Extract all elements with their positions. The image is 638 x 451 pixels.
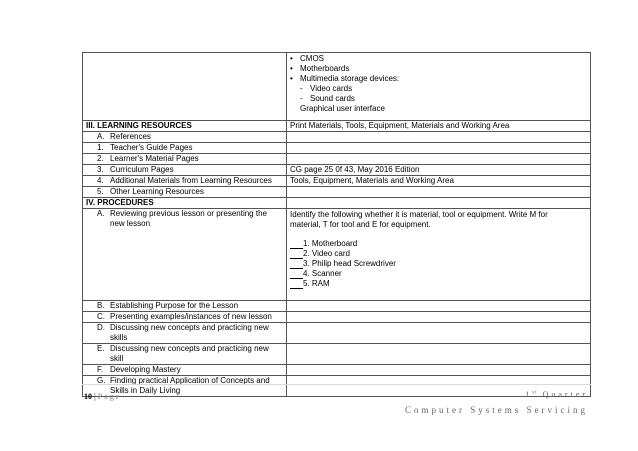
row-number: 2. (97, 154, 104, 163)
row-text-line: Finding practical Application of Concepts and (110, 376, 270, 385)
empty-cell (83, 53, 287, 121)
footer-divider (82, 384, 591, 385)
resource-label-cell (83, 154, 287, 165)
list-item-text: Sound cards (310, 94, 355, 103)
row-label (86, 132, 283, 142)
quiz-item (290, 249, 587, 259)
row-label (86, 365, 283, 375)
instruction-line: Identify the following whether it is material, tool or equipment. Write M for (290, 210, 548, 219)
review-activity-cell (287, 209, 591, 301)
procedure-value-cell (287, 344, 591, 365)
resource-value-cell: CG page 25 0f 43, May 2016 Edition (287, 165, 591, 176)
table-row (83, 323, 591, 344)
resource-label-cell (83, 165, 287, 176)
quarter-word: Quarter (542, 390, 588, 399)
list-item (290, 54, 587, 64)
procedure-value-cell (287, 365, 591, 376)
table-row (83, 365, 591, 376)
section-header: III. LEARNING RESOURCES (83, 121, 287, 132)
row-label (86, 165, 283, 175)
table-row (83, 176, 591, 187)
list-item (290, 74, 587, 84)
row-label (86, 323, 283, 343)
quarter-suffix: st (532, 390, 538, 396)
row-letter: A. (97, 132, 105, 141)
row-text (110, 376, 270, 396)
quiz-item-text: 5. RAM (303, 279, 330, 288)
list-item-plain: Graphical user interface (300, 104, 385, 113)
row-number: 4. (97, 176, 104, 185)
table-row (83, 132, 591, 143)
procedure-label-cell (83, 365, 287, 376)
answer-blank (290, 260, 303, 269)
row-letter: C. (97, 312, 105, 321)
table-row (83, 154, 591, 165)
table-row (83, 165, 591, 176)
quiz-item (290, 279, 587, 289)
row-text: References (110, 132, 151, 141)
procedure-value-cell (287, 323, 591, 344)
procedure-value-cell (287, 312, 591, 323)
quiz-item (290, 269, 587, 279)
sub-list-item (290, 84, 587, 94)
table-row (83, 187, 591, 198)
row-text-line: Reviewing previous lesson or presenting the (110, 209, 267, 218)
quarter-number: 1 (525, 390, 533, 399)
row-label (86, 301, 283, 311)
row-letter: G. (97, 376, 106, 385)
row-number: 3. (97, 165, 104, 174)
row-text-line: new lesson (110, 219, 151, 228)
table-row (83, 312, 591, 323)
row-number: 5. (97, 187, 104, 196)
table-row (83, 198, 591, 209)
row-label (86, 143, 283, 153)
row-text: Other Learning Resources (110, 187, 204, 196)
row-label (86, 154, 283, 164)
resource-label-cell (83, 187, 287, 198)
row-text (110, 209, 267, 229)
list-item-text: Video cards (310, 84, 353, 93)
table-row (83, 301, 591, 312)
resource-label-cell (83, 176, 287, 187)
quiz-item (290, 239, 587, 249)
topic-list-cell (287, 53, 591, 121)
table-row (83, 344, 591, 365)
resource-value-cell: Tools, Equipment, Materials and Working Area (287, 176, 591, 187)
table-row (83, 121, 591, 132)
row-letter: F. (97, 365, 104, 374)
bullet-icon: • (290, 54, 293, 63)
page-number-footer (84, 392, 121, 401)
list-item-text: Multimedia storage devices: (300, 74, 400, 83)
answer-blank (290, 240, 303, 249)
list-item-text: CMOS (300, 54, 324, 63)
row-text: Learner's Material Pages (110, 154, 199, 163)
page-number: 10 (84, 392, 92, 401)
row-text: Teacher's Guide Pages (110, 143, 193, 152)
procedure-label-cell (83, 301, 287, 312)
quiz-item-text: 4. Scanner (303, 269, 342, 278)
row-text: Additional Materials from Learning Resources (110, 176, 272, 185)
row-text: Establishing Purpose for the Lesson (110, 301, 239, 310)
dash-icon: - (300, 94, 303, 103)
footer-separator: | (94, 392, 96, 401)
resource-label-cell (83, 132, 287, 143)
quiz-item-text: 3. Philip head Screwdriver (303, 259, 396, 268)
quiz-item-text: 1. Motherboard (303, 239, 358, 248)
quiz-item-text: 2. Video card (303, 249, 350, 258)
section-header-value (287, 198, 591, 209)
row-text: Curriculum Pages (110, 165, 174, 174)
row-text-line: Skills in Daily Living (110, 386, 181, 395)
row-text: Presenting examples/instances of new lesson (110, 312, 272, 321)
sub-list-item (290, 94, 587, 104)
answer-blank (290, 250, 303, 259)
section-header: IV. PROCEDURES (83, 198, 287, 209)
row-number: 1. (97, 143, 104, 152)
page-word: Page (97, 392, 122, 401)
resource-value-cell (287, 132, 591, 143)
row-label (86, 344, 283, 364)
answer-blank (290, 280, 303, 289)
instruction-line: material, T for tool and E for equipment. (290, 220, 431, 229)
row-text-line: skill (110, 354, 124, 363)
resource-value-cell (287, 143, 591, 154)
lesson-plan-table (82, 52, 591, 397)
subject-label: Computer Systems Servicing (405, 405, 588, 415)
table-row (83, 53, 591, 121)
row-text (110, 323, 269, 343)
procedure-value-cell (287, 301, 591, 312)
procedure-label-cell (83, 344, 287, 365)
table-row (83, 376, 591, 397)
row-letter: B. (97, 301, 105, 310)
bullet-icon: • (290, 74, 293, 83)
dash-icon: - (300, 84, 303, 93)
resource-label-cell (83, 143, 287, 154)
row-letter: D. (97, 323, 105, 332)
bullet-icon: • (290, 64, 293, 73)
row-text-line: skills (110, 333, 128, 342)
resource-value-cell (287, 154, 591, 165)
row-label (86, 187, 283, 197)
row-letter: A. (97, 209, 105, 218)
row-label (86, 176, 283, 186)
table-row (83, 209, 591, 301)
row-label (86, 312, 283, 322)
procedure-label-cell (83, 209, 287, 301)
list-item-text: Motherboards (300, 64, 350, 73)
row-text-line: Discussing new concepts and practicing new (110, 344, 269, 353)
row-label (86, 209, 283, 229)
row-text-line: Discussing new concepts and practicing new (110, 323, 269, 332)
quiz-item (290, 259, 587, 269)
procedure-label-cell (83, 312, 287, 323)
row-letter: E. (97, 344, 105, 353)
procedure-label-cell (83, 323, 287, 344)
row-text: Developing Mastery (110, 365, 181, 374)
quarter-label (525, 390, 588, 399)
resource-value-cell (287, 187, 591, 198)
table-row (83, 143, 591, 154)
section-header-value: Print Materials, Tools, Equipment, Materials and Working Area (287, 121, 591, 132)
list-item (290, 64, 587, 74)
answer-blank (290, 270, 303, 279)
row-text (110, 344, 269, 364)
